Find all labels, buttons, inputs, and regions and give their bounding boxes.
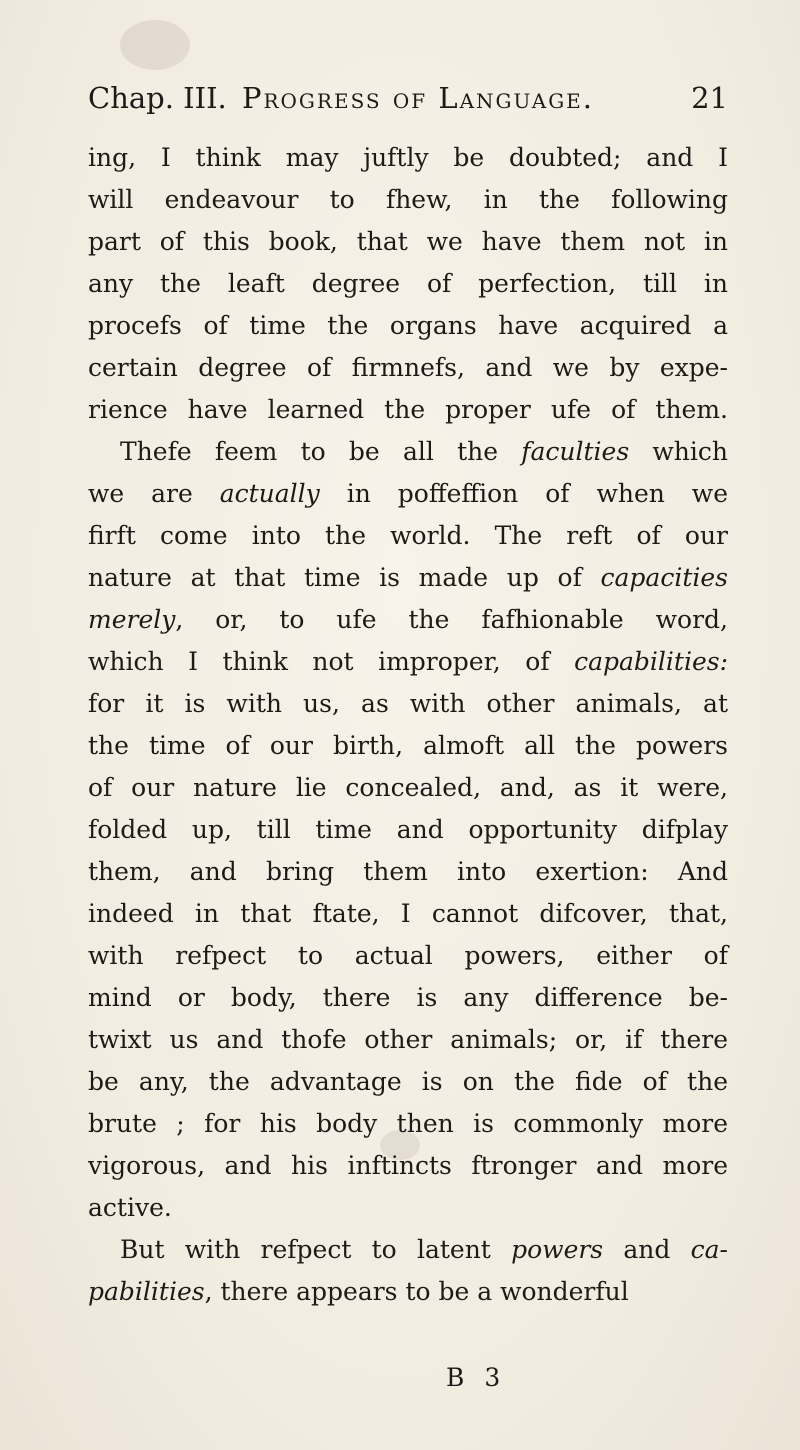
- text-run: vigorous, and his inftincts ftronger and more: [88, 1151, 728, 1180]
- signature-mark: B 3: [446, 1363, 507, 1392]
- text-line: [88, 641, 728, 683]
- text-run: of our nature lie concealed, and, as it were,: [88, 773, 728, 802]
- text-run: , or, to ufe the fafhionable word,: [175, 605, 728, 634]
- text-line: [88, 599, 728, 641]
- text-run: ing, I think may juftly be doubted; and I: [88, 143, 728, 172]
- body-text: [88, 137, 728, 1313]
- text-line: [88, 725, 728, 767]
- text-run: firft come into the world. The reft of our: [88, 521, 728, 550]
- text-run: twixt us and thofe other animals; or, if there: [88, 1025, 728, 1054]
- text-line: [88, 683, 728, 725]
- text-run: any the leaft degree of perfection, till in: [88, 269, 728, 298]
- italic-text: faculties: [521, 437, 630, 466]
- text-line: [88, 935, 728, 977]
- running-header: [88, 80, 728, 116]
- text-run: part of this book, that we have them not in: [88, 227, 728, 256]
- text-line: [88, 767, 728, 809]
- text-line: [88, 893, 728, 935]
- text-line: [88, 515, 728, 557]
- text-line: [88, 305, 728, 347]
- text-run: certain degree of firmnefs, and we by expe-: [88, 353, 728, 382]
- text-line: [88, 1145, 728, 1187]
- text-line: [88, 1187, 728, 1229]
- text-run: folded up, till time and opportunity difplay: [88, 815, 728, 844]
- text-run: active.: [88, 1193, 172, 1222]
- text-run: for it is with us, as with other animals, at: [88, 689, 728, 718]
- text-line: [88, 809, 728, 851]
- text-line: [88, 1229, 728, 1271]
- text-run: in poffeffion of when we: [319, 479, 728, 508]
- text-line: [88, 263, 728, 305]
- chapter-label: Chap. III.: [88, 81, 227, 115]
- text-line: [88, 347, 728, 389]
- text-line: [88, 221, 728, 263]
- text-line: [88, 1061, 728, 1103]
- text-line: [88, 977, 728, 1019]
- text-run: with refpect to actual powers, either of: [88, 941, 728, 970]
- text-run: them, and bring them into exertion: And: [88, 857, 728, 886]
- text-run: which I think not improper, of: [88, 647, 575, 676]
- italic-text: capabilities:: [574, 647, 728, 676]
- text-run: brute ; for his body then is commonly more: [88, 1109, 728, 1138]
- italic-text: powers: [511, 1235, 604, 1264]
- italic-text: capacities: [600, 563, 728, 592]
- text-line: [88, 557, 728, 599]
- text-run: procefs of time the organs have acquired a: [88, 311, 728, 340]
- text-run: mind or body, there is any difference be-: [88, 983, 728, 1012]
- text-line: [88, 1271, 728, 1313]
- text-run: But with refpect to latent: [120, 1235, 512, 1264]
- text-line: [88, 179, 728, 221]
- text-run: nature at that time is made up of: [88, 563, 601, 592]
- text-line: [88, 431, 728, 473]
- running-title: Progress of Language.: [241, 81, 594, 115]
- text-line: [88, 389, 728, 431]
- text-run: we are: [88, 479, 220, 508]
- text-line: [88, 137, 728, 179]
- text-run: will endeavour to fhew, in the following: [88, 185, 728, 214]
- italic-text: actually: [219, 479, 320, 508]
- italic-text: pabilities: [88, 1277, 205, 1306]
- text-line: [88, 473, 728, 515]
- text-run: , there appears to be a wonderful: [204, 1277, 629, 1306]
- italic-text: merely: [88, 605, 176, 634]
- paper-stain: [120, 20, 190, 70]
- text-run: and: [603, 1235, 691, 1264]
- text-run: be any, the advantage is on the fide of the: [88, 1067, 728, 1096]
- text-run: rience have learned the proper ufe of them.: [88, 395, 728, 424]
- page-number: 21: [691, 81, 728, 115]
- text-run: which: [629, 437, 728, 466]
- text-line: [88, 1103, 728, 1145]
- text-run: Thefe feem to be all the: [120, 437, 522, 466]
- text-run: the time of our birth, almoft all the powers: [88, 731, 728, 760]
- italic-text: ca-: [690, 1235, 728, 1264]
- text-line: [88, 1019, 728, 1061]
- text-line: [88, 851, 728, 893]
- text-run: indeed in that ftate, I cannot difcover, that,: [88, 899, 728, 928]
